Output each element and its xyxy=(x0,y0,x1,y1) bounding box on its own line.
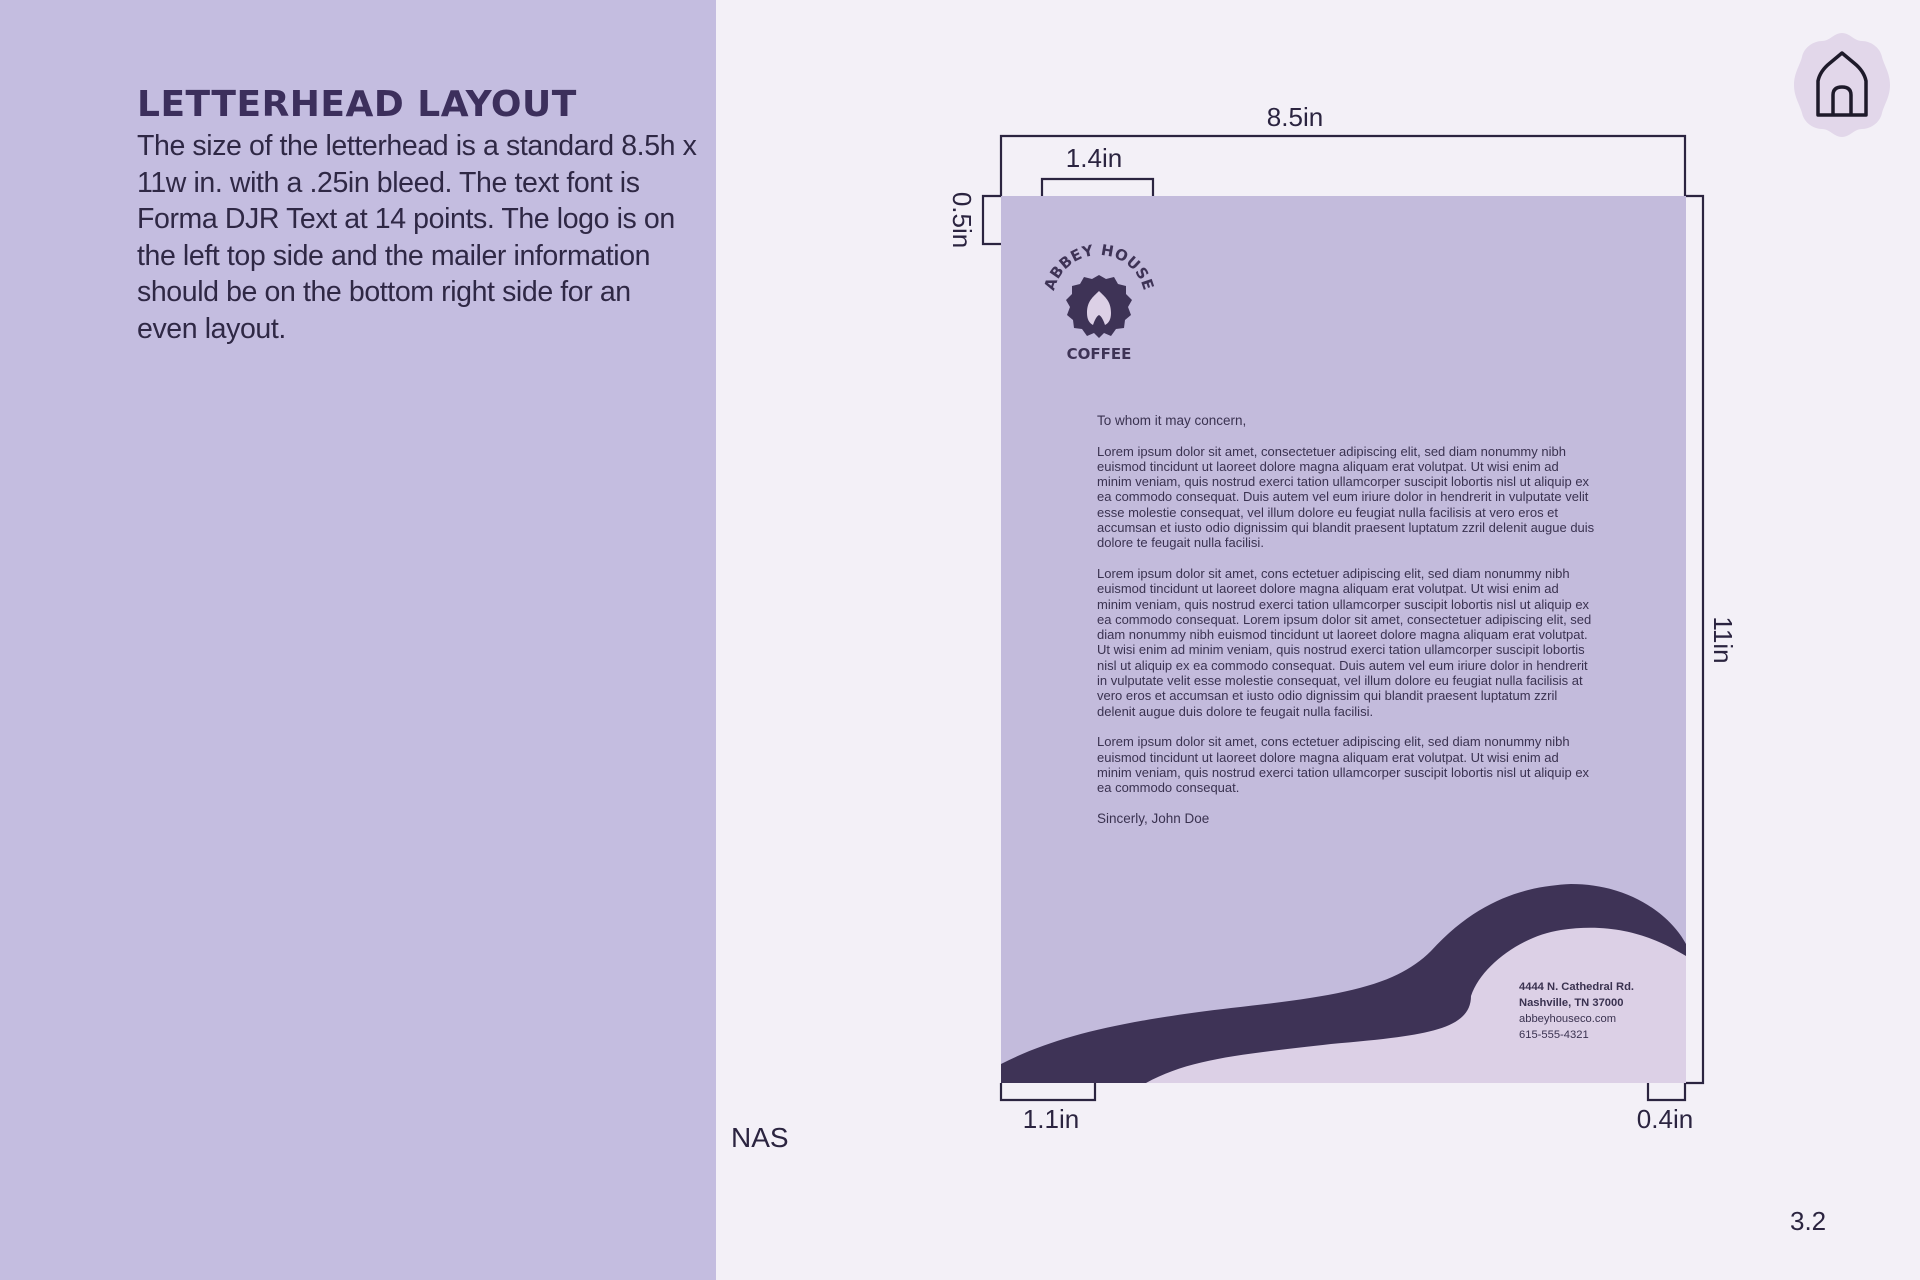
home-icon[interactable] xyxy=(1792,29,1892,141)
dim-right-margin-label: 0.4in xyxy=(1636,1104,1694,1134)
dim-logo-width-label: 1.4in xyxy=(1065,143,1123,173)
letter-signoff: Sincerly, John Doe xyxy=(1097,810,1210,826)
dim-top-margin-label: 0.5in xyxy=(947,191,977,249)
letter-paragraph-2: Lorem ipsum dolor sit amet, cons ectetuer adipiscing elit, sed diam nonummy nibh euismod tincidunt ut laoreet dolore magna aliquam erat volutpat. Ut wisi enim ad minim veniam, quis nostrud exerci tation ullamcorper suscipit lobortis nisl ut aliquip ex ea commodo consequat. Lorem ipsum dolor sit amet, consectetuer adipiscing elit, sed diam nonummy nibh euismod tincidunt ut laoreet dolore magna aliquam erat volutpat. Ut wisi enim ad minim veniam, quis nostrud exerci tation ullamcorper suscipit lobortis nisl ut aliquip ex ea commodo consequat. Duis autem vel eum iriure dolor in hendrerit in vulputate velit esse molestie consequat, vel illum dolore eu feugiat nulla facilisis at vero eros et accumsan et iusto odio dignissim qui blandit praesent luptatum zzril delenit augue duis dolore te feugait nulla facilisi. xyxy=(1097,565,1592,719)
abbey-house-logo xyxy=(1039,239,1159,374)
mailer-street: 4444 N. Cathedral Rd. xyxy=(1519,981,1635,993)
mailer-city: Nashville, TN 37000 xyxy=(1519,997,1624,1009)
letter-paragraph-1: Lorem ipsum dolor sit amet, consectetuer adipiscing elit, sed diam nonummy nibh euismod tincidunt ut laoreet dolore magna aliquam erat volutpat. Ut wisi enim ad minim veniam, quis nostrud exerci tation ullamcorper suscipit lobortis nisl ut aliquip ex ea commodo consequat. Duis autem vel eum iriure dolor in hendrerit in vulputate velit esse molestie consequat, vel illum dolore eu feugiat nulla facilisis at vero eros et accumsan et iusto odio dignissim qui blandit praesent luptatum zzril delenit augue duis dolore te feugait nulla facilisi. xyxy=(1097,443,1595,551)
dim-left-margin-label: 1.1in xyxy=(1022,1104,1080,1134)
logo-text-top: ABBEY HOUSE xyxy=(1040,240,1158,293)
logo-text-bottom: COFFEE xyxy=(1066,345,1132,363)
dim-width-label: 8.5in xyxy=(1266,102,1324,132)
section-label: NAS xyxy=(731,1122,789,1153)
mailer-phone: 615-555-4321 xyxy=(1519,1029,1589,1041)
guide-title: LETTERHEAD LAYOUT xyxy=(137,84,577,125)
left-panel xyxy=(0,0,716,1280)
page-number: 3.2 xyxy=(1790,1206,1827,1236)
mailer-website: abbeyhouseco.com xyxy=(1519,1013,1617,1025)
letterhead-mockup xyxy=(1001,196,1686,1083)
mailer-info xyxy=(1519,979,1634,1043)
letter-body xyxy=(1097,413,1597,841)
letter-greeting: To whom it may concern, xyxy=(1097,413,1247,428)
dim-height-label: 11in xyxy=(1708,616,1738,664)
letter-paragraph-3: Lorem ipsum dolor sit amet, cons ectetuer adipiscing elit, sed diam nonummy nibh euismod tincidunt ut laoreet dolore magna aliquam erat volutpat. Ut wisi enim ad minim veniam, quis nostrud exerci tation ullamcorper suscipit lobortis nisl ut aliquip ex ea commodo consequat. xyxy=(1097,734,1590,796)
guide-description: The size of the letterhead is a standard 8.5h x 11w in. with a .25in bleed. The text font is Forma DJR Text at 14 points. The logo is on the left top side and the mailer information should be on the bottom right side for an even layout. xyxy=(137,130,697,345)
